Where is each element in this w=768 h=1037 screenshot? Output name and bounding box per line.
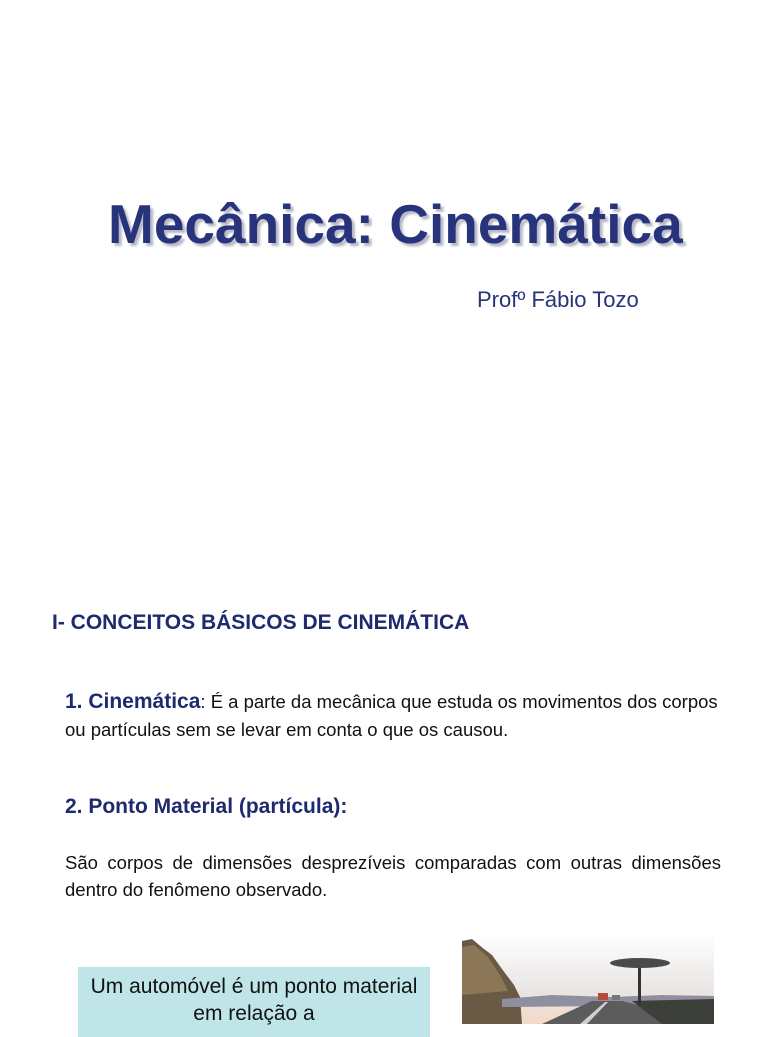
road-landscape-photo-icon (462, 935, 714, 1024)
definition-text: É a parte da mecânica que estuda os movimentos dos corpos ou partículas sem se levar em conta o que os causou. (65, 691, 718, 740)
slide-title: Mecânica: Cinemática (108, 193, 683, 255)
definition-heading: 1. Cinemática (65, 690, 201, 713)
callout-text: Um automóvel é um ponto material em relação a (90, 975, 418, 1025)
ponto-material-text: São corpos de dimensões desprezíveis comparadas com outras dimensões dentro do fenômeno observado. (65, 852, 721, 900)
definition-separator: : (200, 691, 211, 712)
definition-cinematica (65, 688, 725, 744)
callout-box (78, 967, 430, 1037)
road-photo (462, 935, 714, 1024)
author-name: Profº Fábio Tozo (477, 287, 639, 312)
section-heading: I- CONCEITOS BÁSICOS DE CINEMÁTICA (52, 611, 470, 634)
ponto-material-heading: 2. Ponto Material (partícula): (65, 795, 348, 818)
